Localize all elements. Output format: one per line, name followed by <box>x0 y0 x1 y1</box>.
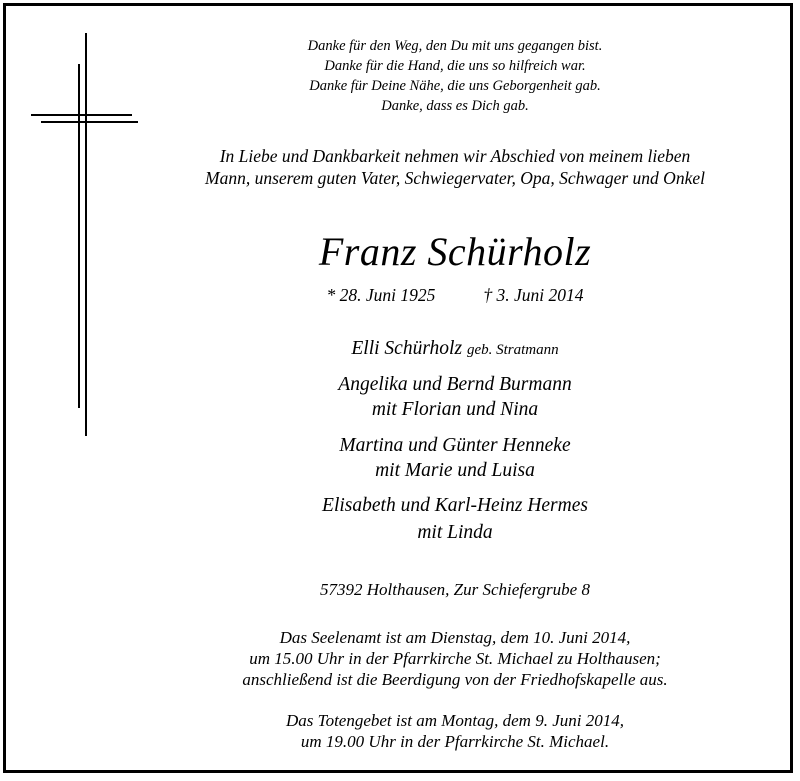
deceased-name: Franz Schürholz <box>318 229 592 274</box>
family-line: mit Marie und Luisa <box>375 460 535 481</box>
poem-line: Danke für die Hand, die uns so hilfreich war. <box>324 58 586 74</box>
address: 57392 Holthausen, Zur Schiefergrube 8 <box>320 580 590 599</box>
family-line: Elisabeth und Karl-Heinz Hermes <box>322 495 588 516</box>
poem-line: Danke für Deine Nähe, die uns Geborgenheit gab. <box>309 78 601 94</box>
family-line: Angelika und Bernd Burmann <box>338 374 572 395</box>
family-line: Martina und Günter Henneke <box>339 435 571 456</box>
life-dates <box>150 285 760 306</box>
intro-line: Mann, unserem guten Vater, Schwiegervater, Opa, Schwager und Onkel <box>205 168 705 188</box>
service-line: Das Seelenamt ist am Dienstag, dem 10. Juni 2014, <box>279 628 631 647</box>
prayer-line: Das Totengebet ist am Montag, dem 9. Juni 2014, <box>286 711 624 730</box>
service-line: um 15.00 Uhr in der Pfarrkirche St. Michael zu Holthausen; <box>249 649 661 668</box>
family-line: mit Florian und Nina <box>371 399 539 420</box>
poem-line: Danke für den Weg, den Du mit uns gegangen bist. <box>307 38 603 54</box>
birth-date: * 28. Juni 1925 <box>326 285 436 305</box>
spouse <box>150 337 760 362</box>
family-line: mit Linda <box>417 522 493 543</box>
prayer-line: um 19.00 Uhr in der Pfarrkirche St. Michael. <box>300 732 610 751</box>
service-line: anschließend ist die Beerdigung von der Friedhofskapelle aus. <box>242 670 668 689</box>
death-date: † 3. Juni 2014 <box>483 285 584 305</box>
spouse-name: Elli Schürholz <box>351 338 463 359</box>
intro-line: In Liebe und Dankbarkeit nehmen wir Abschied von meinem lieben <box>219 146 691 166</box>
poem-line: Danke, dass es Dich gab. <box>381 98 529 114</box>
spouse-maiden-name: geb. Stratmann <box>466 342 559 358</box>
